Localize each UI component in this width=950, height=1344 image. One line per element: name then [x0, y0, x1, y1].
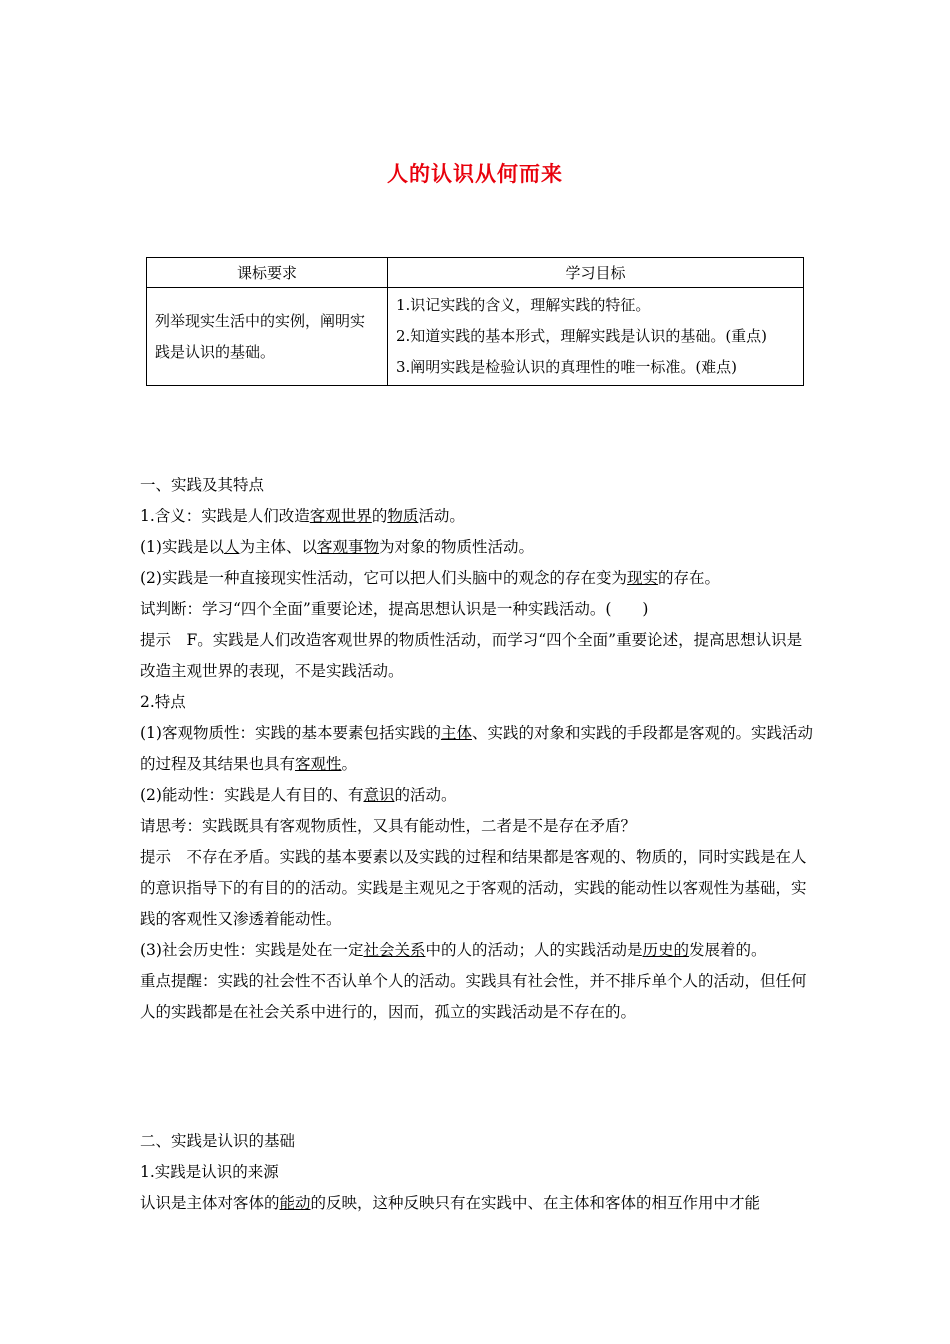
body-line: 认识是主体对客体的能动的反映，这种反映只有在实践中、在主体和客体的相互作用中才能 [140, 1194, 761, 1212]
goals-cell [388, 288, 804, 386]
section-heading: 二、实践是认识的基础 [140, 1132, 296, 1150]
requirement-cell: 列举现实生活中的实例，阐明实践是认识的基础。 [147, 288, 388, 386]
point-2: (2)实践是一种直接现实性活动，它可以把人们头脑中的观念的存在变为现实的存在。 [140, 569, 720, 587]
key-note: 重点提醒：实践的社会性不否认单个人的活动。实践具有社会性，并不排斥单个人的活动，但任何人的实践都是在社会关系中进行的，因而，孤立的实践活动是不存在的。 [140, 972, 807, 1021]
feature-3: (3)社会历史性：实践是处在一定社会关系中的人的活动；人的实践活动是历史的发展着的。 [140, 941, 767, 959]
section-practice [140, 470, 816, 1028]
table-header: 学习目标 [388, 258, 804, 288]
goal-item: 3.阐明实践是检验认识的真理性的唯一标准。(难点) [396, 358, 738, 376]
definition-line: 1.含义：实践是人们改造客观世界的物质活动。 [140, 507, 465, 525]
judge-question: 试判断：学习“四个全面”重要论述，提高思想认识是一种实践活动。( ) [140, 600, 649, 618]
table-header-row [147, 258, 804, 288]
hint-paragraph: 提示 不存在矛盾。实践的基本要素以及实践的过程和结果都是客观的、物质的，同时实践是在人的意识指导下的有目的的活动。实践是主观见之于客观的活动，实践的能动性以客观性为基础，实践的客观性又渗透着能动性。 [140, 848, 807, 928]
hint-paragraph: 提示 F。实践是人们改造客观世界的物质性活动，而学习“四个全面”重要论述，提高思想认识是改造主观世界的表现，不是实践活动。 [140, 631, 803, 680]
think-question: 请思考：实践既具有客观物质性，又具有能动性，二者是不是存在矛盾？ [140, 817, 637, 835]
subsection-heading: 1.实践是认识的来源 [140, 1163, 279, 1181]
section-heading: 一、实践及其特点 [140, 476, 265, 494]
goal-item: 1.识记实践的含义，理解实践的特征。 [396, 296, 651, 314]
table-row [147, 288, 804, 386]
feature-1: (1)客观物质性：实践的基本要素包括实践的主体、实践的对象和实践的手段都是客观的。实践活动的过程及其结果也具有客观性。 [140, 724, 813, 773]
section-foundation [140, 1126, 816, 1219]
features-heading: 2.特点 [140, 693, 186, 711]
feature-2: (2)能动性：实践是人有目的、有意识的活动。 [140, 786, 457, 804]
goal-item: 2.知道实践的基本形式，理解实践是认识的基础。(重点) [396, 327, 768, 345]
objectives-table [146, 257, 804, 386]
point-1: (1)实践是以人为主体、以客观事物为对象的物质性活动。 [140, 538, 535, 556]
table-header: 课标要求 [147, 258, 388, 288]
page-title: 人的认识从何而来 [387, 162, 563, 186]
